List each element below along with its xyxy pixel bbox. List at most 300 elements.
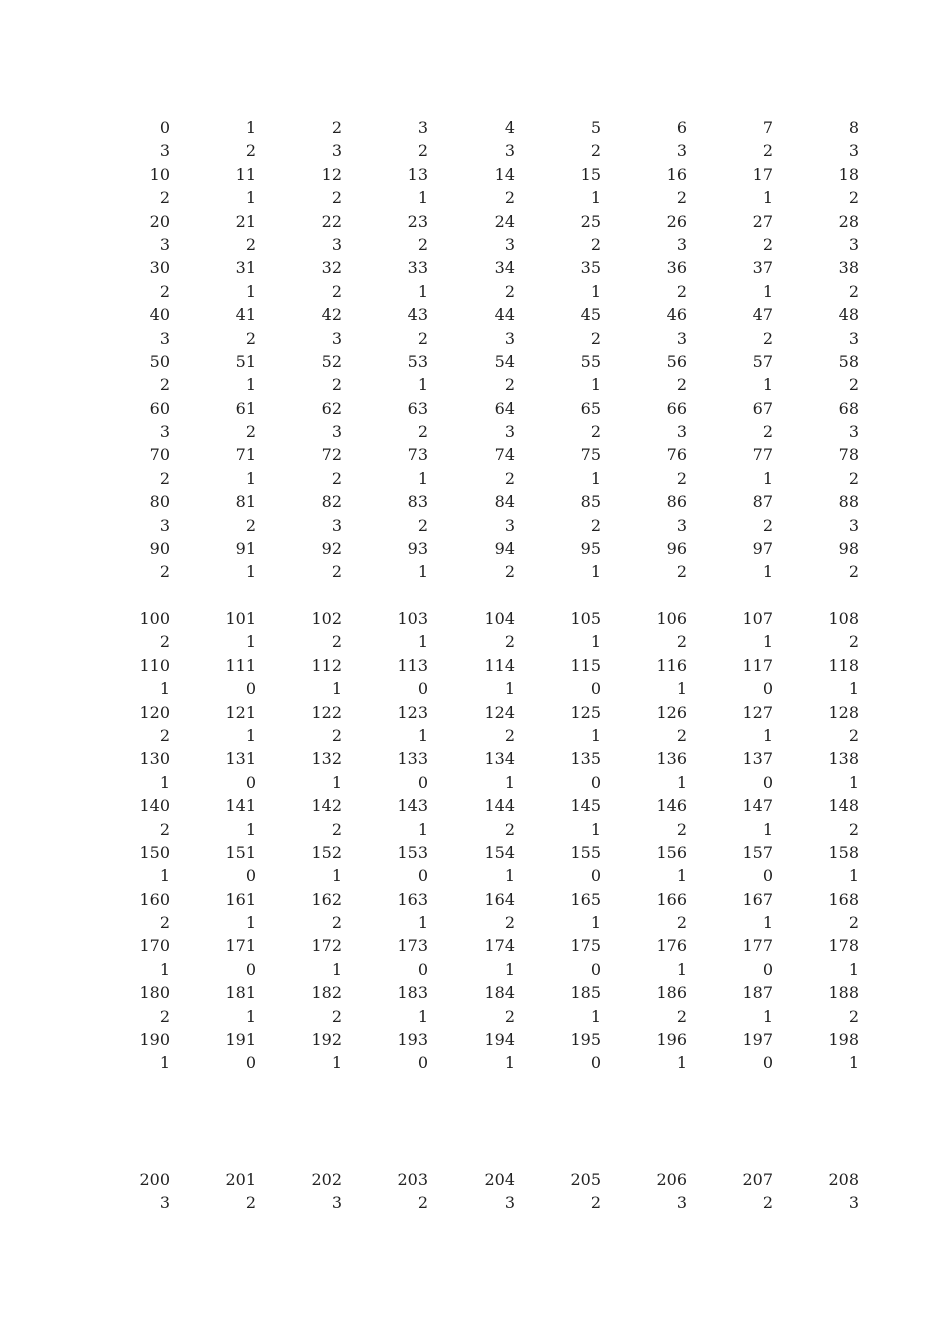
table-cell: 1 (331, 1053, 342, 1073)
table-cell: 97 (752, 539, 773, 559)
table-row (0, 420, 950, 443)
table-cell: 0 (245, 866, 256, 886)
table-cell: 1 (245, 913, 256, 933)
table-cell: 1 (762, 819, 773, 839)
table-cell: 144 (484, 796, 515, 816)
table-cell: 2 (590, 141, 601, 161)
table-cell: 3 (331, 141, 342, 161)
table-cell: 187 (742, 983, 773, 1003)
table-cell: 12 (321, 164, 342, 184)
table-cell: 2 (331, 188, 342, 208)
table-cell: 140 (139, 796, 170, 816)
table-cell: 154 (484, 842, 515, 862)
table-cell: 7 (762, 118, 773, 137)
table-cell: 2 (590, 422, 601, 442)
table-cell: 88 (838, 492, 859, 512)
table-cell: 1 (504, 772, 515, 792)
table-cell: 121 (225, 702, 256, 722)
table-cell: 35 (580, 258, 601, 278)
table-cell: 28 (838, 211, 859, 231)
table-cell: 2 (504, 188, 515, 208)
table-cell: 2 (848, 375, 859, 395)
table-cell: 1 (417, 1006, 428, 1026)
table-row (0, 443, 950, 466)
table-cell: 1 (417, 562, 428, 582)
table-cell: 3 (159, 141, 170, 161)
table-cell: 72 (321, 445, 342, 465)
table-cell: 198 (828, 1030, 859, 1050)
table-cell: 1 (417, 375, 428, 395)
table-cell: 0 (417, 772, 428, 792)
table-cell: 2 (417, 328, 428, 348)
table-cell: 196 (656, 1030, 687, 1050)
table-cell: 103 (397, 609, 428, 628)
table-cell: 116 (656, 655, 687, 675)
table-cell: 3 (417, 118, 428, 137)
table-cell: 1 (762, 913, 773, 933)
table-cell: 163 (397, 889, 428, 909)
table-cell: 36 (666, 258, 687, 278)
table-cell: 164 (484, 889, 515, 909)
table-row (0, 818, 950, 841)
table-cell: 2 (676, 188, 687, 208)
table-cell: 27 (752, 211, 773, 231)
table-row (0, 1005, 950, 1028)
table-cell: 3 (331, 422, 342, 442)
table-cell: 165 (570, 889, 601, 909)
table-cell: 205 (570, 1170, 601, 1189)
table-cell: 30 (149, 258, 170, 278)
table-cell: 2 (848, 1006, 859, 1026)
table-cell: 153 (397, 842, 428, 862)
table-cell: 47 (752, 305, 773, 325)
table-cell: 2 (676, 375, 687, 395)
table-cell: 2 (159, 375, 170, 395)
table-cell: 75 (580, 445, 601, 465)
table-cell: 185 (570, 983, 601, 1003)
table-cell: 2 (331, 562, 342, 582)
table-row (0, 1051, 950, 1074)
table-cell: 184 (484, 983, 515, 1003)
table-cell: 174 (484, 936, 515, 956)
table-cell: 2 (504, 375, 515, 395)
table-cell: 2 (676, 468, 687, 488)
table-cell: 3 (676, 234, 687, 254)
table-cell: 2 (159, 562, 170, 582)
table-cell: 152 (311, 842, 342, 862)
table-cell: 3 (848, 1193, 859, 1213)
table-cell: 1 (676, 772, 687, 792)
table-cell: 2 (331, 632, 342, 652)
table-cell: 1 (590, 913, 601, 933)
table-cell: 104 (484, 609, 515, 628)
table-cell: 107 (742, 609, 773, 628)
table-cell: 86 (666, 492, 687, 512)
table-cell: 2 (417, 234, 428, 254)
table-cell: 84 (494, 492, 515, 512)
table-cell: 52 (321, 351, 342, 371)
table-cell: 3 (848, 141, 859, 161)
table-cell: 68 (838, 398, 859, 418)
table-cell: 3 (676, 1193, 687, 1213)
table-cell: 57 (752, 351, 773, 371)
table-cell: 22 (321, 211, 342, 231)
table-cell: 207 (742, 1170, 773, 1189)
table-cell: 186 (656, 983, 687, 1003)
table-cell: 3 (676, 422, 687, 442)
table-cell: 2 (762, 422, 773, 442)
table-row (0, 490, 950, 513)
table-row (0, 958, 950, 981)
table-cell: 1 (590, 468, 601, 488)
table-cell: 44 (494, 305, 515, 325)
table-row (0, 163, 950, 186)
table-row (0, 514, 950, 537)
table-row (0, 373, 950, 396)
table-cell: 1 (417, 188, 428, 208)
table-cell: 14 (494, 164, 515, 184)
table-cell: 58 (838, 351, 859, 371)
table-row (0, 677, 950, 700)
table-cell: 76 (666, 445, 687, 465)
table-cell: 66 (666, 398, 687, 418)
table-cell: 1 (245, 468, 256, 488)
table-cell: 0 (245, 1053, 256, 1073)
table-cell: 53 (407, 351, 428, 371)
table-cell: 0 (417, 679, 428, 699)
table-cell: 37 (752, 258, 773, 278)
table-cell: 2 (159, 632, 170, 652)
table-cell: 83 (407, 492, 428, 512)
table-cell: 2 (504, 1006, 515, 1026)
table-cell: 82 (321, 492, 342, 512)
table-cell: 137 (742, 749, 773, 769)
table-cell: 160 (139, 889, 170, 909)
table-cell: 162 (311, 889, 342, 909)
table-cell: 176 (656, 936, 687, 956)
table-cell: 23 (407, 211, 428, 231)
table-cell: 1 (590, 188, 601, 208)
table-cell: 168 (828, 889, 859, 909)
table-cell: 2 (331, 118, 342, 137)
table-cell: 194 (484, 1030, 515, 1050)
table-cell: 1 (417, 725, 428, 745)
table-cell: 45 (580, 305, 601, 325)
table-row (0, 630, 950, 653)
table-cell: 1 (331, 866, 342, 886)
table-cell: 16 (666, 164, 687, 184)
table-row (0, 911, 950, 934)
table-cell: 128 (828, 702, 859, 722)
table-cell: 1 (417, 468, 428, 488)
table-row (0, 560, 950, 583)
table-cell: 3 (504, 1193, 515, 1213)
table-cell: 120 (139, 702, 170, 722)
table-cell: 96 (666, 539, 687, 559)
table-cell: 1 (676, 959, 687, 979)
table-cell: 2 (331, 468, 342, 488)
table-row (0, 537, 950, 560)
table-row (0, 327, 950, 350)
table-cell: 2 (159, 281, 170, 301)
table-cell: 3 (848, 422, 859, 442)
table-row (0, 841, 950, 864)
table-cell: 206 (656, 1170, 687, 1189)
table-cell: 17 (752, 164, 773, 184)
table-cell: 2 (159, 1006, 170, 1026)
table-cell: 0 (245, 959, 256, 979)
table-cell: 2 (159, 913, 170, 933)
table-cell: 1 (590, 632, 601, 652)
table-row (0, 864, 950, 887)
table-cell: 93 (407, 539, 428, 559)
table-cell: 1 (762, 468, 773, 488)
table-cell: 2 (331, 725, 342, 745)
table-cell: 3 (331, 328, 342, 348)
table-row (0, 934, 950, 957)
table-cell: 2 (676, 281, 687, 301)
table-cell: 1 (159, 866, 170, 886)
table-cell: 3 (331, 1193, 342, 1213)
table-cell: 1 (762, 1006, 773, 1026)
table-cell: 181 (225, 983, 256, 1003)
table-cell: 2 (676, 1006, 687, 1026)
table-cell: 101 (225, 609, 256, 628)
table-cell: 110 (139, 655, 170, 675)
table-cell: 3 (676, 328, 687, 348)
table-cell: 2 (848, 913, 859, 933)
table-cell: 123 (397, 702, 428, 722)
table-cell: 202 (311, 1170, 342, 1189)
table-cell: 48 (838, 305, 859, 325)
table-cell: 0 (417, 866, 428, 886)
table-cell: 1 (245, 188, 256, 208)
table-row (0, 794, 950, 817)
table-cell: 102 (311, 609, 342, 628)
table-cell: 2 (504, 632, 515, 652)
table-cell: 127 (742, 702, 773, 722)
table-cell: 65 (580, 398, 601, 418)
table-cell: 1 (417, 632, 428, 652)
table-cell: 51 (235, 351, 256, 371)
table-cell: 31 (235, 258, 256, 278)
table-cell: 2 (676, 725, 687, 745)
table-cell: 0 (159, 118, 170, 137)
table-cell: 92 (321, 539, 342, 559)
table-cell: 2 (504, 281, 515, 301)
table-cell: 2 (848, 562, 859, 582)
table-cell: 71 (235, 445, 256, 465)
table-cell: 91 (235, 539, 256, 559)
table-cell: 2 (676, 632, 687, 652)
table-cell: 1 (245, 1006, 256, 1026)
table-cell: 200 (139, 1170, 170, 1189)
number-table-section-0-99 (0, 116, 950, 584)
table-cell: 73 (407, 445, 428, 465)
table-cell: 203 (397, 1170, 428, 1189)
table-cell: 3 (331, 515, 342, 535)
table-cell: 143 (397, 796, 428, 816)
table-cell: 2 (848, 819, 859, 839)
table-cell: 5 (590, 118, 601, 137)
table-row (0, 981, 950, 1004)
table-cell: 1 (762, 632, 773, 652)
table-cell: 85 (580, 492, 601, 512)
table-cell: 1 (159, 959, 170, 979)
table-cell: 56 (666, 351, 687, 371)
table-cell: 178 (828, 936, 859, 956)
table-cell: 173 (397, 936, 428, 956)
table-cell: 167 (742, 889, 773, 909)
table-cell: 180 (139, 983, 170, 1003)
table-cell: 1 (762, 725, 773, 745)
table-row (0, 771, 950, 794)
table-cell: 114 (484, 655, 515, 675)
table-cell: 2 (417, 422, 428, 442)
table-cell: 2 (245, 515, 256, 535)
table-cell: 132 (311, 749, 342, 769)
table-cell: 190 (139, 1030, 170, 1050)
table-cell: 1 (762, 562, 773, 582)
table-cell: 0 (762, 866, 773, 886)
table-cell: 2 (159, 468, 170, 488)
table-cell: 94 (494, 539, 515, 559)
table-cell: 201 (225, 1170, 256, 1189)
table-cell: 0 (417, 959, 428, 979)
table-cell: 90 (149, 539, 170, 559)
table-cell: 151 (225, 842, 256, 862)
table-cell: 3 (159, 422, 170, 442)
table-cell: 25 (580, 211, 601, 231)
table-cell: 136 (656, 749, 687, 769)
table-cell: 204 (484, 1170, 515, 1189)
table-row (0, 607, 950, 630)
table-cell: 33 (407, 258, 428, 278)
table-cell: 87 (752, 492, 773, 512)
table-cell: 1 (848, 679, 859, 699)
table-cell: 0 (245, 679, 256, 699)
table-cell: 118 (828, 655, 859, 675)
table-cell: 2 (676, 562, 687, 582)
table-row (0, 397, 950, 420)
table-cell: 3 (159, 515, 170, 535)
table-row (0, 747, 950, 770)
table-cell: 50 (149, 351, 170, 371)
table-cell: 148 (828, 796, 859, 816)
table-cell: 1 (848, 959, 859, 979)
table-cell: 108 (828, 609, 859, 628)
table-cell: 3 (159, 1193, 170, 1213)
table-cell: 8 (848, 118, 859, 137)
table-cell: 2 (331, 1006, 342, 1026)
table-cell: 1 (331, 679, 342, 699)
table-cell: 70 (149, 445, 170, 465)
table-cell: 63 (407, 398, 428, 418)
table-cell: 1 (417, 819, 428, 839)
table-cell: 115 (570, 655, 601, 675)
table-cell: 111 (225, 655, 256, 675)
table-row (0, 303, 950, 326)
table-cell: 126 (656, 702, 687, 722)
table-cell: 80 (149, 492, 170, 512)
table-cell: 2 (417, 1193, 428, 1213)
table-cell: 55 (580, 351, 601, 371)
table-cell: 3 (331, 234, 342, 254)
table-cell: 1 (159, 1053, 170, 1073)
table-cell: 2 (245, 328, 256, 348)
table-row (0, 186, 950, 209)
table-cell: 0 (590, 866, 601, 886)
table-cell: 1 (245, 281, 256, 301)
table-cell: 145 (570, 796, 601, 816)
table-cell: 1 (245, 632, 256, 652)
table-cell: 1 (762, 375, 773, 395)
table-cell: 171 (225, 936, 256, 956)
table-row (0, 210, 950, 233)
table-cell: 166 (656, 889, 687, 909)
table-cell: 46 (666, 305, 687, 325)
table-cell: 77 (752, 445, 773, 465)
table-cell: 20 (149, 211, 170, 231)
table-cell: 124 (484, 702, 515, 722)
table-cell: 38 (838, 258, 859, 278)
table-cell: 1 (848, 866, 859, 886)
table-cell: 1 (676, 1053, 687, 1073)
table-cell: 177 (742, 936, 773, 956)
table-cell: 134 (484, 749, 515, 769)
table-cell: 1 (590, 1006, 601, 1026)
table-cell: 192 (311, 1030, 342, 1050)
table-cell: 197 (742, 1030, 773, 1050)
table-cell: 10 (149, 164, 170, 184)
table-cell: 78 (838, 445, 859, 465)
table-cell: 2 (504, 468, 515, 488)
table-row (0, 1168, 950, 1191)
table-cell: 142 (311, 796, 342, 816)
table-cell: 133 (397, 749, 428, 769)
table-cell: 2 (245, 141, 256, 161)
table-cell: 2 (848, 632, 859, 652)
table-cell: 106 (656, 609, 687, 628)
table-row (0, 116, 950, 139)
table-cell: 0 (245, 772, 256, 792)
table-row (0, 701, 950, 724)
table-cell: 40 (149, 305, 170, 325)
table-cell: 3 (504, 141, 515, 161)
table-cell: 113 (397, 655, 428, 675)
table-row (0, 888, 950, 911)
table-cell: 2 (245, 422, 256, 442)
table-cell: 2 (504, 819, 515, 839)
table-row (0, 1191, 950, 1214)
table-cell: 2 (762, 328, 773, 348)
table-cell: 1 (331, 772, 342, 792)
table-cell: 117 (742, 655, 773, 675)
table-cell: 1 (417, 913, 428, 933)
table-row (0, 1028, 950, 1051)
table-cell: 2 (504, 562, 515, 582)
table-cell: 43 (407, 305, 428, 325)
table-cell: 2 (676, 819, 687, 839)
table-cell: 2 (762, 141, 773, 161)
table-cell: 191 (225, 1030, 256, 1050)
table-cell: 2 (590, 515, 601, 535)
table-cell: 3 (504, 234, 515, 254)
table-cell: 54 (494, 351, 515, 371)
table-cell: 1 (848, 1053, 859, 1073)
table-cell: 3 (848, 515, 859, 535)
table-cell: 15 (580, 164, 601, 184)
